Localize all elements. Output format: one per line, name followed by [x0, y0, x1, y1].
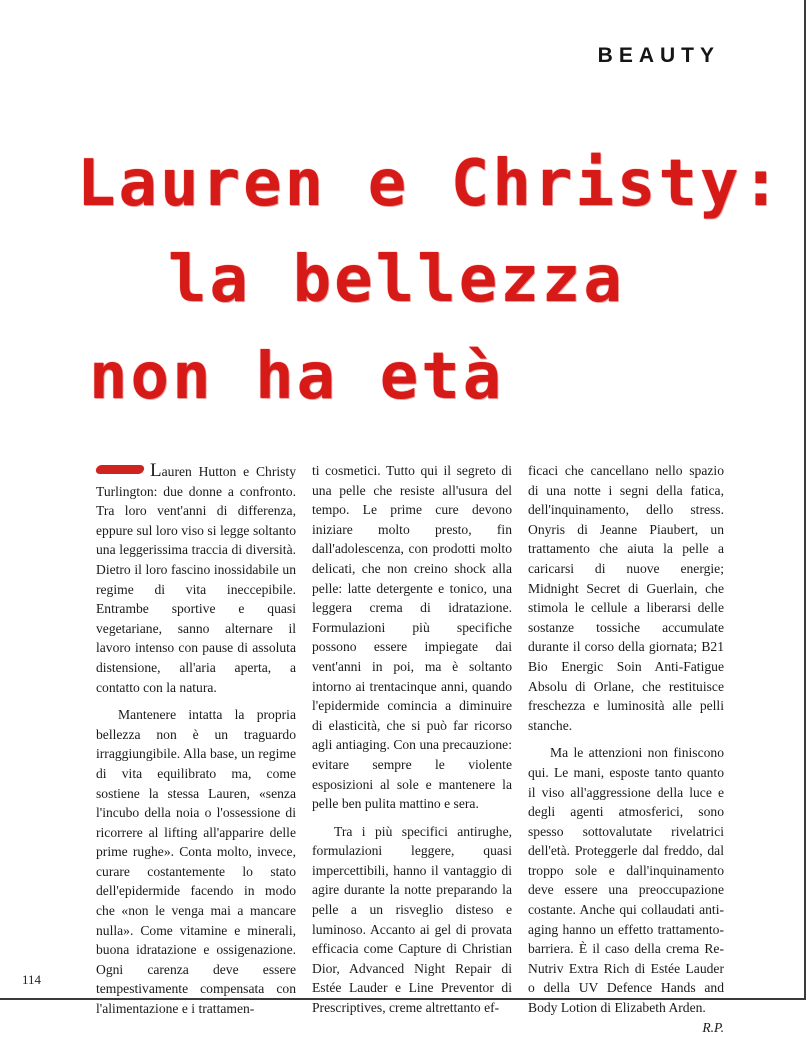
- paragraph: [528, 743, 724, 1035]
- paragraph-text: auren Hutton e Christy Turlington: due donne a confronto. Tra loro vent'anni di differenza, eppure sul loro viso si legge soltanto una leggerissima traccia di diversità. Dietro il loro fascino inossidabile un regime di vita ineccepibile. Entrambe sportive e quasi vegetariane, sanno alternare il lavoro intenso con pause di assoluta distensione, all'aria aperta, a contatto con la natura.: [96, 464, 296, 695]
- author-initials: R.P.: [702, 1019, 724, 1035]
- headline-line-2: la bellezza: [168, 243, 625, 317]
- paragraph: [96, 461, 296, 697]
- paragraph: ficaci che cancellano nello spazio di una notte i segni della fatica, dell'inquinamento, dello stress. Onyris di Jeanne Piaubert, un trattamento che aiuta la pelle a caricarsi di nuove energie; Midnight Secret di Guerlain, che stimola le cellule a liberarsi delle sostanze tossiche accumulate durante il corso della giornata; B21 Bio Energic Soin Anti-Fatigue Absolu di Orlane, che restituisce freschezza e luminosità alle pelli stanche.: [528, 463, 724, 733]
- article-column-3: [528, 461, 724, 1037]
- paragraph-text: Ma le attenzioni non finiscono qui. Le mani, esposte tanto quanto il viso all'aggressione della luce e degli agenti atmosferici, sono spesso sottovalutate rivelatrici dell'età. Proteggerle dal freddo, dal troppo sole e dall'inquinamento deve essere una preoccupazione costante. Anche qui collaudati anti-aging hanno un effetto trattamento-barriera. È il caso della crema Re-Nutriv Extra Rich di Estée Lauder o della UV Defence Hands and Body Lotion di Elizabeth Arden.: [528, 745, 724, 1016]
- headline-line-1: Lauren e Christy:: [77, 147, 784, 221]
- paragraph: Mantenere intatta la propria bellezza non è un traguardo irraggiungibile. Alla base, un regime di vita equilibrato ma, come sostiene la stessa Lauren, «senza l'incubo della noia o l'ossessione di ricorrere al lifting all'apparire delle prime rughe». Conta molto, invece, curare costantemente lo stato dell'epidermide facendo in modo che «non le venga mai a mancare nulla». Come vitamine e minerali, buona idratazione e ossigenazione. Ogni carenza deve essere tempestivamente compensata con l'alimentazione e i trattamen-: [96, 707, 296, 1017]
- page-number: 114: [22, 972, 42, 987]
- headline-line-3: non ha età: [89, 340, 505, 414]
- section-label: BEAUTY: [597, 44, 720, 67]
- drop-cap: L: [150, 460, 162, 481]
- red-brush-mark-icon: [95, 465, 145, 474]
- article-column-2: [312, 461, 512, 1018]
- paragraph: Tra i più specifici antirughe, formulazioni leggere, quasi impercettibili, hanno il vantaggio di agire durante la notte preparando la pelle a un risveglio disteso e luminoso. Accanto ai gel di provata efficacia come Capture di Christian Dior, Advanced Night Repair di Estée Lauder e Line Preventor di Prescriptives, creme altrettanto ef-: [312, 823, 512, 1016]
- article-column-1: [96, 461, 296, 1019]
- paragraph: ti cosmetici. Tutto qui il segreto di una pelle che resiste all'usura del tempo. Le prime cure devono iniziare molto presto, fin dall'adolescenza, con prodotti molto delicati, che non creino shock alla pelle: latte detergente e tonico, una leggera crema di idratazione. Formulazioni più specifiche possono essere impiegate dai vent'anni in poi, ma è soltanto intorno ai trentacinque anni, quando l'epidermide comincia a diminuire di elasticità, che si può far ricorso agli antiaging. Con una precauzione: evitare sempre le violente esposizioni al sole e mantenere la pelle ben pulita mattino e sera.: [312, 463, 512, 812]
